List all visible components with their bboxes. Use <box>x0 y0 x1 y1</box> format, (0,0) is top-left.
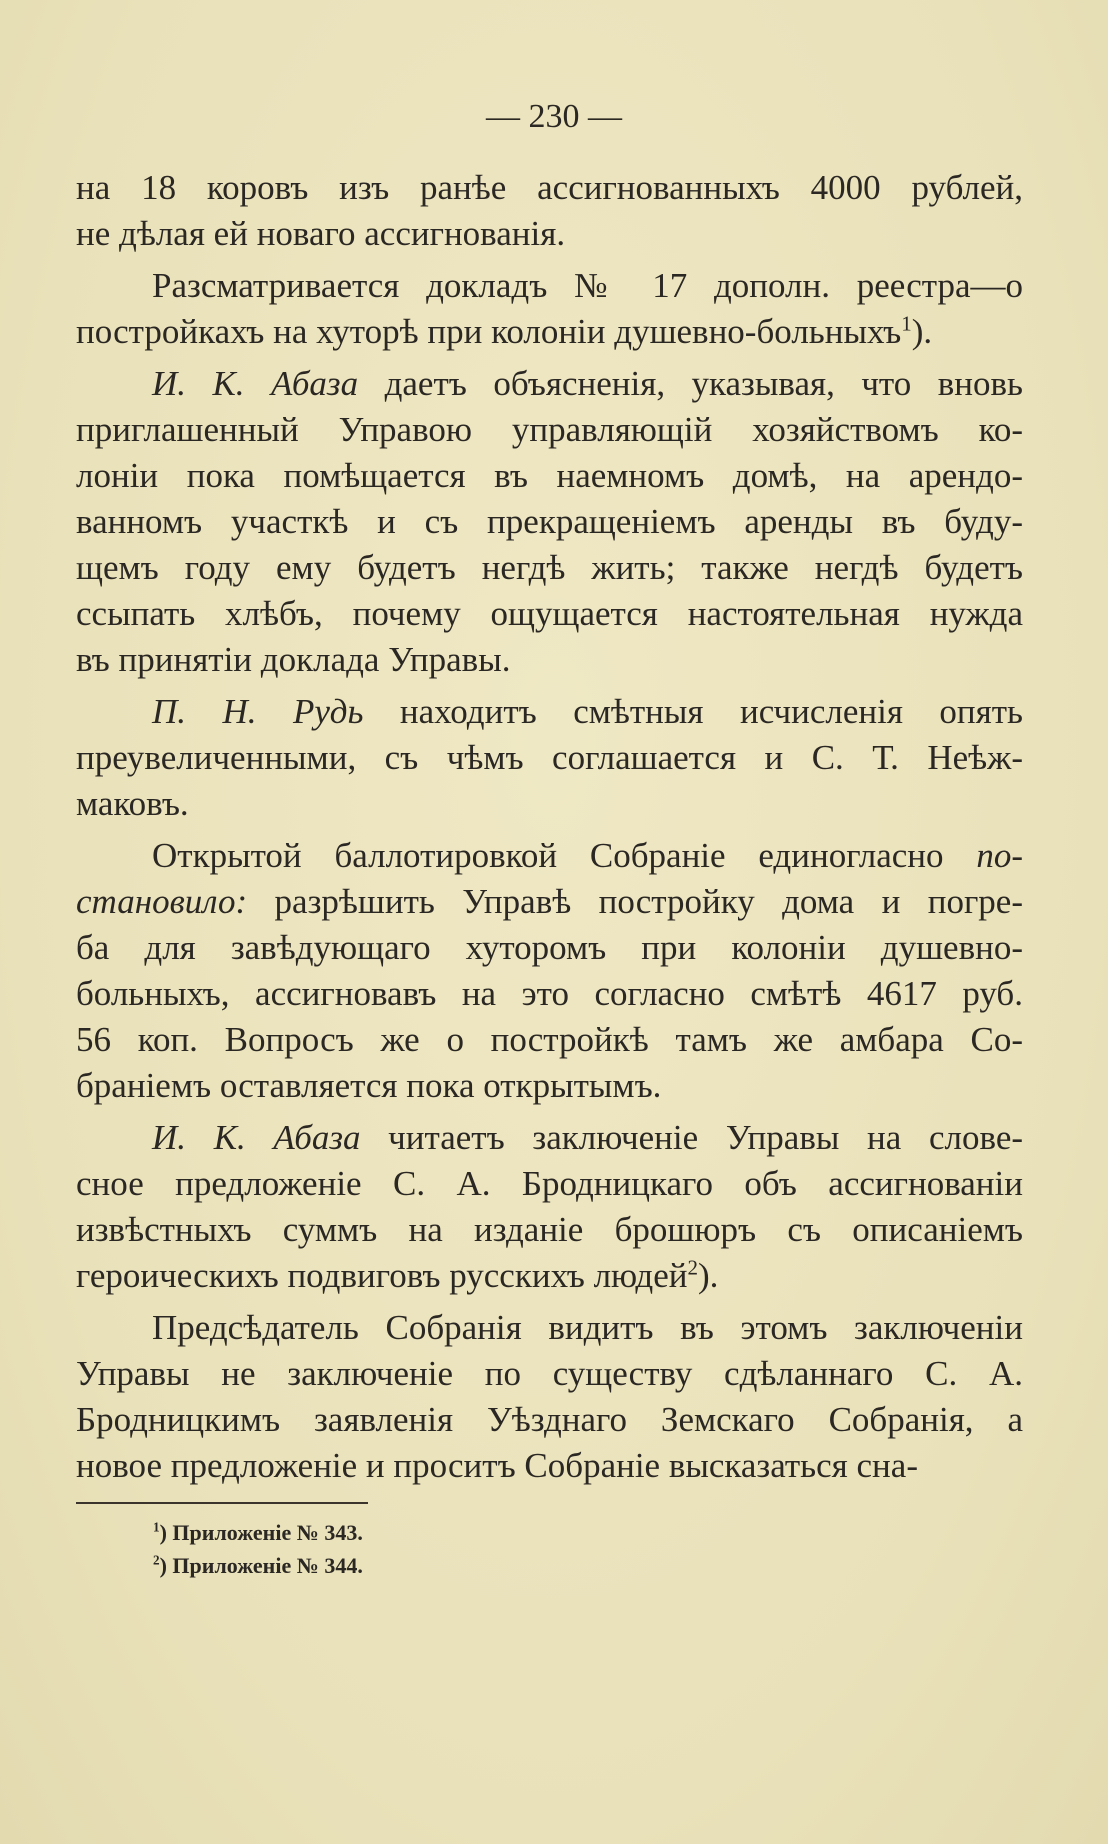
text-line <box>76 309 1023 355</box>
paragraph <box>76 689 1023 827</box>
text-segment: ванномъ участкѣ и съ прекращеніемъ аренды въ буду- <box>76 502 1023 541</box>
text-segment: извѣстныхъ суммъ на изданіе брошюръ съ описаніемъ <box>76 1210 1023 1249</box>
page-number: — 230 — <box>486 98 622 135</box>
italic-name: П. Н. Рудь <box>152 692 364 731</box>
text-segment: Управы не заключеніе по существу сдѣланнаго С. А. <box>76 1354 1023 1393</box>
text-line <box>76 1115 1023 1161</box>
paragraph <box>76 165 1023 257</box>
text-line <box>76 1161 1023 1207</box>
text-segment: разрѣшить Управѣ постройку дома и погре- <box>247 882 1023 921</box>
text-line <box>76 689 1023 735</box>
text-segment: 56 коп. Вопросъ же о постройкѣ тамъ же амбара Со- <box>76 1020 1023 1059</box>
text-segment: сное предложеніе С. А. Бродницкаго объ ассигнованіи <box>76 1164 1023 1203</box>
text-line <box>76 637 1023 683</box>
text-segment: браніемъ оставляется пока открытымъ. <box>76 1066 662 1105</box>
text-line <box>76 1397 1023 1443</box>
footnote-2 <box>153 1553 363 1579</box>
text-line <box>76 165 1023 211</box>
paragraph <box>76 263 1023 355</box>
text-segment: больныхъ, ассигновавъ на это согласно смѣтѣ 4617 руб. <box>76 974 1023 1013</box>
italic-name: по- <box>976 836 1023 875</box>
text-line <box>76 971 1023 1017</box>
text-line <box>76 925 1023 971</box>
text-segment: ссыпать хлѣбъ, почему ощущается настоятельная нужда <box>76 594 1023 633</box>
text-line <box>76 211 1023 257</box>
text-segment: Предсѣдатель Собранія видитъ въ этомъ заключеніи <box>152 1308 1023 1347</box>
footnote-reference: 2 <box>687 1255 698 1280</box>
text-segment: щемъ году ему будетъ негдѣ жить; также негдѣ будетъ <box>76 548 1023 587</box>
text-line <box>76 361 1023 407</box>
text-segment: читаетъ заключеніе Управы на слове- <box>360 1118 1023 1157</box>
text-line <box>76 1443 1023 1489</box>
paragraph <box>76 1305 1023 1489</box>
text-line <box>76 407 1023 453</box>
text-line <box>76 1063 1023 1109</box>
paragraph <box>76 1115 1023 1299</box>
body-text <box>76 165 1023 1489</box>
text-segment: находитъ смѣтныя исчисленія опять <box>363 692 1023 731</box>
text-segment: постройкахъ на хуторѣ при колоніи душевно-больныхъ <box>76 312 902 351</box>
text-line <box>76 833 1023 879</box>
text-segment: приглашенный Управою управляющій хозяйствомъ ко- <box>76 410 1023 449</box>
text-segment: лоніи пока помѣщается въ наемномъ домѣ, на арендо- <box>76 456 1023 495</box>
text-segment: героическихъ подвиговъ русскихъ людей <box>76 1256 688 1295</box>
footnote-divider <box>76 1502 368 1504</box>
italic-name: И. К. Абаза <box>152 364 359 403</box>
text-segment: новое предложеніе и проситъ Собраніе высказаться сна- <box>76 1446 918 1485</box>
text-line <box>76 1351 1023 1397</box>
text-line <box>76 1017 1023 1063</box>
text-segment: Бродницкимъ заявленія Уѣзднаго Земскаго Собранія, а <box>76 1400 1023 1439</box>
text-line <box>76 263 1023 309</box>
footnote-text: ) Приложеніе № 343. <box>159 1520 363 1545</box>
text-line <box>76 879 1023 925</box>
italic-name: И. К. Абаза <box>152 1118 361 1157</box>
footnote-mark: 2 <box>153 1552 160 1568</box>
text-segment: ). <box>698 1256 719 1295</box>
footnote-mark: 1 <box>153 1519 160 1535</box>
italic-name: становило: <box>76 882 248 921</box>
text-segment: маковъ. <box>76 784 189 823</box>
paragraph <box>76 361 1023 683</box>
text-line <box>76 1207 1023 1253</box>
text-segment: Разсматривается докладъ № 17 дополн. реестра—о <box>152 266 1023 305</box>
text-line <box>76 1253 1023 1299</box>
text-segment: въ принятіи доклада Управы. <box>76 640 511 679</box>
text-line <box>76 735 1023 781</box>
text-segment: даетъ объясненія, указывая, что вновь <box>358 364 1023 403</box>
text-segment: ба для завѣдующаго хуторомъ при колоніи душевно- <box>76 928 1023 967</box>
text-line <box>76 591 1023 637</box>
text-segment: преувеличенными, съ чѣмъ соглашается и С. Т. Неѣж- <box>76 738 1023 777</box>
text-line <box>76 545 1023 591</box>
text-line <box>76 499 1023 545</box>
text-segment: не дѣлая ей новаго ассигнованія. <box>76 214 566 253</box>
footnote-reference: 1 <box>901 311 912 336</box>
text-line <box>76 1305 1023 1351</box>
text-segment: на 18 коровъ изъ ранѣе ассигнованныхъ 4000 рублей, <box>76 168 1023 207</box>
footnote-text: ) Приложеніе № 344. <box>159 1553 363 1578</box>
paragraph <box>76 833 1023 1109</box>
text-segment: ). <box>911 312 933 351</box>
text-segment: Открытой баллотировкой Собраніе единогласно <box>152 836 977 875</box>
text-line <box>76 781 1023 827</box>
text-line <box>76 453 1023 499</box>
footnote-1 <box>153 1520 363 1546</box>
